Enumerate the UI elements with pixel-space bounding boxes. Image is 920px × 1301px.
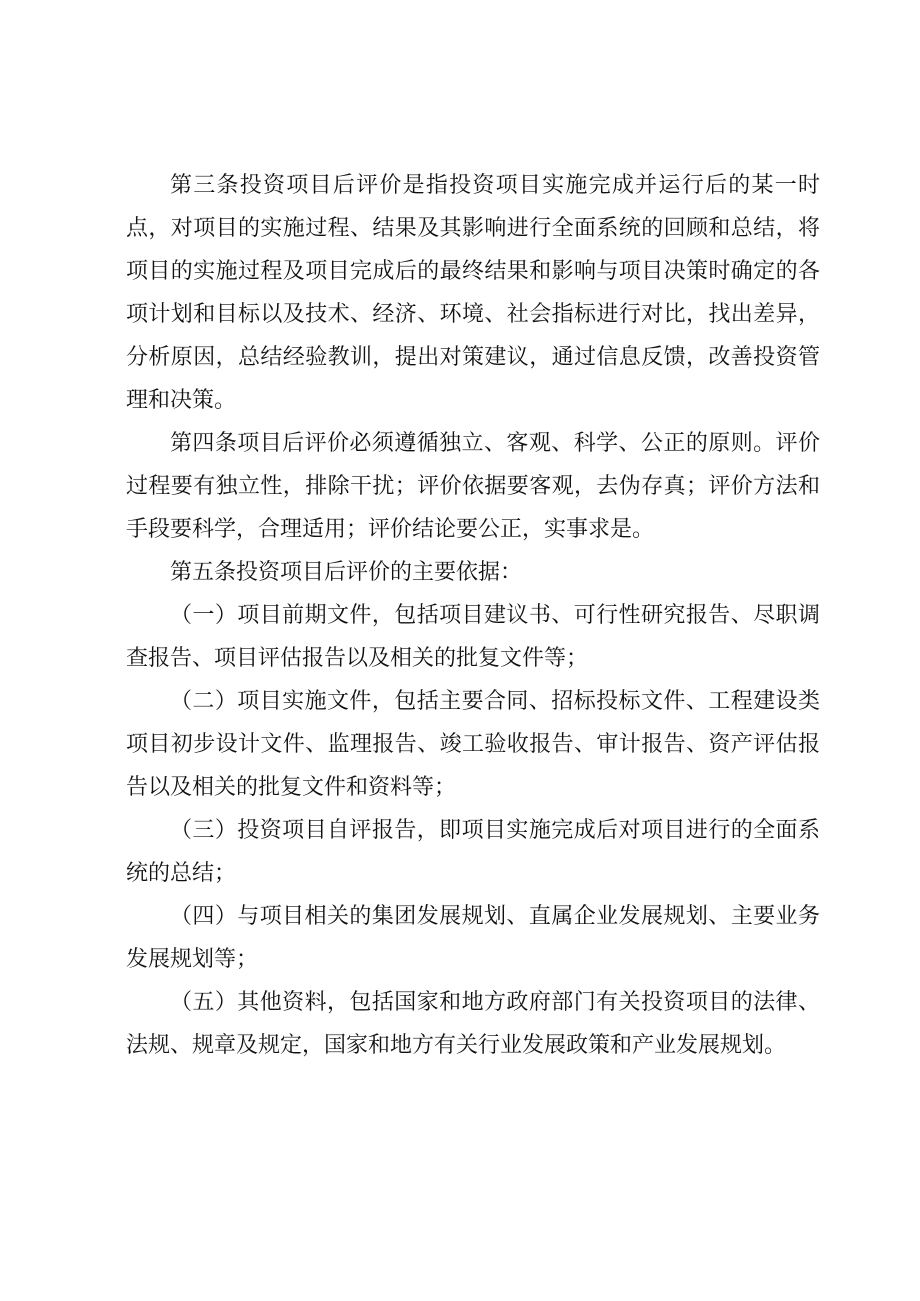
paragraph-item-4: （四）与项目相关的集团发展规划、直属企业发展规划、主要业务发展规划等； (126, 904, 820, 972)
document-body (126, 164, 820, 1067)
paragraph-article-4: 第四条项目后评价必须遵循独立、客观、科学、公正的原则。评价过程要有独立性，排除干扰；评价依据要客观，去伪存真；评价方法和手段要科学，合理适用；评价结论要公正，实事求是。 (126, 431, 820, 542)
paragraph-item-5: （五）其他资料，包括国家和地方政府部门有关投资项目的法律、法规、规章及规定，国家和地方有关行业发展政策和产业发展规划。 (126, 990, 820, 1058)
paragraph-item-1: （一）项目前期文件，包括项目建议书、可行性研究报告、尽职调查报告、项目评估报告以及相关的批复文件等； (126, 603, 820, 671)
paragraph-item-2: （二）项目实施文件，包括主要合同、招标投标文件、工程建设类项目初步设计文件、监理报告、竣工验收报告、审计报告、资产评估报告以及相关的批复文件和资料等； (126, 689, 820, 800)
paragraph-item-3: （三）投资项目自评报告，即项目实施完成后对项目进行的全面系统的总结； (126, 818, 820, 886)
paragraph-article-5: 第五条投资项目后评价的主要依据： (170, 560, 523, 585)
paragraph-article-3: 第三条投资项目后评价是指投资项目实施完成并运行后的某一时点，对项目的实施过程、结果及其影响进行全面系统的回顾和总结，将项目的实施过程及项目完成后的最终结果和影响与项目决策时确定的各项计划和目标以及技术、经济、环境、社会指标进行对比，找出差异，分析原因，总结经验教训，提出对策建议，通过信息反馈，改善投资管理和决策。 (126, 173, 820, 413)
